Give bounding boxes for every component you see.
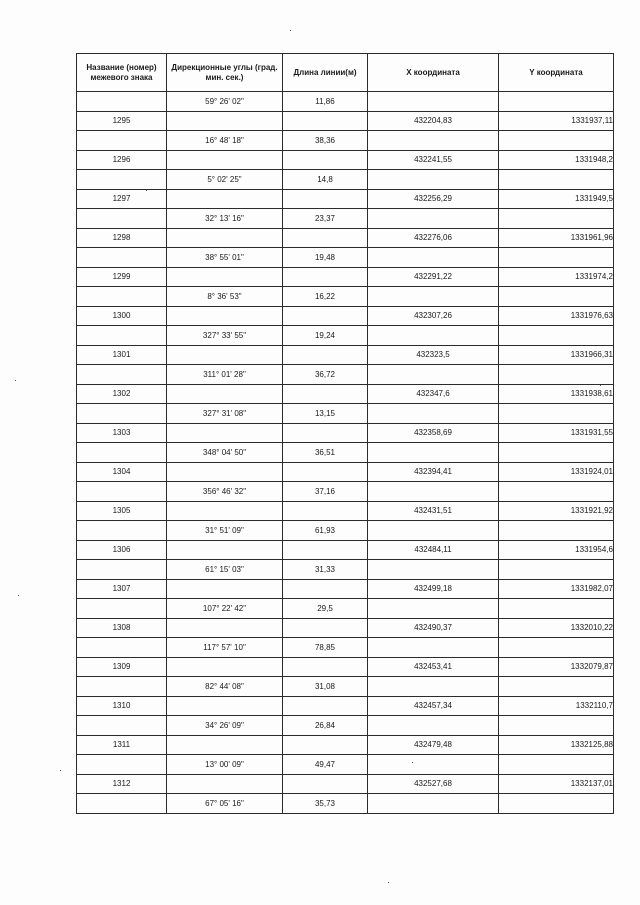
cell-y-coordinate [499, 521, 614, 541]
cell-point-name [77, 404, 167, 424]
cell-y-coordinate [499, 287, 614, 307]
scan-speck [18, 595, 19, 596]
cell-bearing: 327° 33' 55" [167, 326, 283, 346]
cell-bearing [167, 111, 283, 131]
cell-point-name: 1305 [77, 501, 167, 521]
cell-point-name: 1308 [77, 618, 167, 638]
table-row [77, 92, 614, 112]
cell-x-coordinate [368, 638, 499, 658]
cell-bearing [167, 189, 283, 209]
cell-y-coordinate: 1331937,11 [499, 111, 614, 131]
cell-x-coordinate [368, 326, 499, 346]
cell-y-coordinate [499, 560, 614, 580]
cell-line-length [283, 306, 368, 326]
cell-y-coordinate [499, 92, 614, 112]
cell-y-coordinate [499, 131, 614, 151]
cell-bearing: 16° 48' 18" [167, 131, 283, 151]
cell-point-name: 1297 [77, 189, 167, 209]
scan-speck [60, 770, 61, 771]
cell-bearing [167, 540, 283, 560]
cell-point-name: 1296 [77, 150, 167, 170]
cell-line-length: 36,51 [283, 443, 368, 463]
cell-line-length: 26,84 [283, 716, 368, 736]
cell-x-coordinate [368, 209, 499, 229]
cell-y-coordinate [499, 170, 614, 190]
cell-bearing: 117° 57' 10" [167, 638, 283, 658]
table-row [77, 677, 614, 697]
cell-y-coordinate: 1332110,7 [499, 696, 614, 716]
cell-y-coordinate: 1331976,63 [499, 306, 614, 326]
table-row [77, 267, 614, 287]
cell-line-length [283, 462, 368, 482]
cell-point-name: 1307 [77, 579, 167, 599]
cell-x-coordinate: 432276,06 [368, 228, 499, 248]
cell-bearing [167, 384, 283, 404]
table-row [77, 599, 614, 619]
cell-x-coordinate [368, 482, 499, 502]
cell-bearing: 82° 44' 08" [167, 677, 283, 697]
table-row [77, 248, 614, 268]
cell-point-name: 1310 [77, 696, 167, 716]
cell-y-coordinate: 1331931,55 [499, 423, 614, 443]
cell-bearing: 356° 46' 32" [167, 482, 283, 502]
cell-point-name [77, 521, 167, 541]
cell-y-coordinate: 1331938,61 [499, 384, 614, 404]
boundary-coordinates-table [76, 53, 614, 814]
header-point-name: Название (номер) межевого знака [77, 54, 167, 92]
scan-speck [15, 380, 16, 381]
cell-x-coordinate [368, 443, 499, 463]
cell-x-coordinate [368, 677, 499, 697]
scan-speck [600, 385, 601, 386]
cell-point-name: 1306 [77, 540, 167, 560]
cell-bearing: 67° 05' 16" [167, 794, 283, 814]
cell-y-coordinate: 1332125,88 [499, 735, 614, 755]
table-row [77, 384, 614, 404]
cell-y-coordinate [499, 482, 614, 502]
cell-y-coordinate: 1331982,07 [499, 579, 614, 599]
cell-bearing: 348° 04' 50" [167, 443, 283, 463]
cell-point-name: 1304 [77, 462, 167, 482]
table-row [77, 774, 614, 794]
cell-line-length: 61,93 [283, 521, 368, 541]
cell-line-length [283, 228, 368, 248]
table-row [77, 755, 614, 775]
cell-point-name: 1309 [77, 657, 167, 677]
cell-line-length [283, 111, 368, 131]
cell-line-length [283, 189, 368, 209]
cell-line-length: 29,5 [283, 599, 368, 619]
table-row [77, 150, 614, 170]
cell-bearing [167, 657, 283, 677]
cell-line-length: 23,37 [283, 209, 368, 229]
cell-point-name [77, 482, 167, 502]
cell-x-coordinate: 432431,51 [368, 501, 499, 521]
table-row [77, 423, 614, 443]
cell-point-name [77, 209, 167, 229]
cell-y-coordinate: 1331954,6 [499, 540, 614, 560]
cell-line-length [283, 423, 368, 443]
cell-line-length: 31,33 [283, 560, 368, 580]
cell-point-name: 1298 [77, 228, 167, 248]
scan-speck [290, 30, 291, 31]
table-row [77, 501, 614, 521]
cell-bearing: 5° 02' 25" [167, 170, 283, 190]
table-row [77, 443, 614, 463]
cell-line-length: 16,22 [283, 287, 368, 307]
cell-y-coordinate [499, 209, 614, 229]
cell-point-name [77, 92, 167, 112]
cell-x-coordinate: 432241,55 [368, 150, 499, 170]
cell-line-length [283, 657, 368, 677]
cell-line-length: 36,72 [283, 365, 368, 385]
cell-y-coordinate: 1332079,87 [499, 657, 614, 677]
cell-bearing: 107° 22' 42" [167, 599, 283, 619]
cell-bearing: 32° 13' 16" [167, 209, 283, 229]
cell-point-name: 1302 [77, 384, 167, 404]
cell-y-coordinate: 1331948,2 [499, 150, 614, 170]
cell-line-length: 13,15 [283, 404, 368, 424]
cell-line-length [283, 735, 368, 755]
scan-speck [412, 762, 413, 763]
cell-x-coordinate [368, 248, 499, 268]
table-row [77, 716, 614, 736]
cell-y-coordinate: 1331961,96 [499, 228, 614, 248]
cell-point-name [77, 131, 167, 151]
cell-point-name: 1295 [77, 111, 167, 131]
table-row [77, 287, 614, 307]
cell-y-coordinate [499, 716, 614, 736]
cell-line-length [283, 696, 368, 716]
cell-x-coordinate: 432490,37 [368, 618, 499, 638]
cell-y-coordinate [499, 755, 614, 775]
cell-y-coordinate [499, 638, 614, 658]
cell-line-length [283, 774, 368, 794]
cell-x-coordinate [368, 404, 499, 424]
cell-x-coordinate [368, 794, 499, 814]
cell-y-coordinate [499, 326, 614, 346]
cell-line-length [283, 150, 368, 170]
cell-bearing: 311° 01' 28" [167, 365, 283, 385]
cell-point-name [77, 287, 167, 307]
scan-speck [388, 882, 389, 883]
table-row [77, 579, 614, 599]
cell-x-coordinate: 432358,69 [368, 423, 499, 443]
cell-x-coordinate [368, 365, 499, 385]
cell-line-length: 49,47 [283, 755, 368, 775]
cell-x-coordinate: 432307,26 [368, 306, 499, 326]
cell-point-name [77, 794, 167, 814]
header-bearing: Дирекционные углы (град. мин. сек.) [167, 54, 283, 92]
cell-point-name: 1300 [77, 306, 167, 326]
cell-bearing: 13° 00' 09" [167, 755, 283, 775]
cell-x-coordinate: 432256,29 [368, 189, 499, 209]
cell-bearing [167, 501, 283, 521]
header-line-length: Длина линии(м) [283, 54, 368, 92]
cell-point-name [77, 560, 167, 580]
cell-y-coordinate: 1332010,22 [499, 618, 614, 638]
cell-point-name: 1311 [77, 735, 167, 755]
cell-x-coordinate: 432527,68 [368, 774, 499, 794]
cell-x-coordinate [368, 92, 499, 112]
cell-line-length: 78,85 [283, 638, 368, 658]
cell-bearing: 327° 31' 08" [167, 404, 283, 424]
cell-x-coordinate: 432484,11 [368, 540, 499, 560]
table-row [77, 326, 614, 346]
table-row [77, 228, 614, 248]
cell-line-length [283, 384, 368, 404]
table-row [77, 560, 614, 580]
table-row [77, 131, 614, 151]
cell-x-coordinate [368, 716, 499, 736]
cell-x-coordinate: 432204,83 [368, 111, 499, 131]
cell-x-coordinate [368, 287, 499, 307]
cell-y-coordinate [499, 365, 614, 385]
cell-point-name: 1312 [77, 774, 167, 794]
cell-point-name [77, 638, 167, 658]
table-row [77, 482, 614, 502]
cell-line-length: 37,16 [283, 482, 368, 502]
cell-y-coordinate [499, 248, 614, 268]
cell-y-coordinate: 1331949,5 [499, 189, 614, 209]
table-row [77, 794, 614, 814]
cell-bearing [167, 345, 283, 365]
cell-point-name [77, 170, 167, 190]
cell-x-coordinate: 432453,41 [368, 657, 499, 677]
cell-bearing [167, 735, 283, 755]
table-header-row [77, 54, 614, 92]
cell-bearing [167, 228, 283, 248]
scan-speck [146, 190, 147, 191]
cell-line-length [283, 579, 368, 599]
cell-x-coordinate: 432291,22 [368, 267, 499, 287]
cell-point-name [77, 443, 167, 463]
table-row [77, 306, 614, 326]
cell-bearing [167, 774, 283, 794]
cell-line-length [283, 345, 368, 365]
cell-line-length: 11,86 [283, 92, 368, 112]
cell-line-length [283, 501, 368, 521]
cell-bearing [167, 462, 283, 482]
cell-point-name [77, 755, 167, 775]
cell-bearing [167, 579, 283, 599]
table-row [77, 404, 614, 424]
cell-line-length: 19,48 [283, 248, 368, 268]
header-x-coordinate: X координата [368, 54, 499, 92]
cell-bearing [167, 150, 283, 170]
table-row [77, 638, 614, 658]
header-y-coordinate: Y координата [499, 54, 614, 92]
cell-point-name: 1301 [77, 345, 167, 365]
cell-x-coordinate: 432457,34 [368, 696, 499, 716]
cell-x-coordinate [368, 560, 499, 580]
cell-x-coordinate: 432323,5 [368, 345, 499, 365]
cell-point-name [77, 365, 167, 385]
cell-x-coordinate: 432499,18 [368, 579, 499, 599]
cell-point-name [77, 326, 167, 346]
cell-bearing: 38° 55' 01" [167, 248, 283, 268]
cell-line-length [283, 618, 368, 638]
cell-x-coordinate [368, 131, 499, 151]
cell-line-length [283, 540, 368, 560]
cell-y-coordinate: 1331974,2 [499, 267, 614, 287]
cell-point-name [77, 248, 167, 268]
cell-bearing [167, 423, 283, 443]
table-row [77, 365, 614, 385]
cell-bearing: 59° 26' 02" [167, 92, 283, 112]
cell-x-coordinate: 432347,6 [368, 384, 499, 404]
table-row [77, 657, 614, 677]
cell-bearing [167, 618, 283, 638]
cell-bearing [167, 267, 283, 287]
table-body [77, 92, 614, 814]
cell-bearing: 61° 15' 03" [167, 560, 283, 580]
cell-x-coordinate: 432479,48 [368, 735, 499, 755]
cell-point-name: 1299 [77, 267, 167, 287]
cell-line-length [283, 267, 368, 287]
cell-x-coordinate [368, 755, 499, 775]
cell-point-name [77, 716, 167, 736]
cell-bearing: 34° 26' 09" [167, 716, 283, 736]
cell-bearing [167, 696, 283, 716]
table-row [77, 111, 614, 131]
cell-line-length: 31,08 [283, 677, 368, 697]
cell-y-coordinate [499, 404, 614, 424]
cell-bearing [167, 306, 283, 326]
cell-line-length: 35,73 [283, 794, 368, 814]
cell-y-coordinate [499, 443, 614, 463]
cell-x-coordinate: 432394,41 [368, 462, 499, 482]
cell-line-length: 14,8 [283, 170, 368, 190]
cell-point-name [77, 677, 167, 697]
table-row [77, 521, 614, 541]
table-row [77, 209, 614, 229]
cell-y-coordinate [499, 677, 614, 697]
cell-y-coordinate: 1331924,01 [499, 462, 614, 482]
cell-y-coordinate: 1331966,31 [499, 345, 614, 365]
cell-point-name [77, 599, 167, 619]
cell-y-coordinate: 1331921,92 [499, 501, 614, 521]
cell-x-coordinate [368, 599, 499, 619]
table-row [77, 170, 614, 190]
table-row [77, 618, 614, 638]
table-row [77, 540, 614, 560]
cell-y-coordinate [499, 599, 614, 619]
cell-bearing: 8° 36' 53" [167, 287, 283, 307]
table-row [77, 696, 614, 716]
cell-y-coordinate: 1332137,01 [499, 774, 614, 794]
cell-point-name: 1303 [77, 423, 167, 443]
table-row [77, 735, 614, 755]
table-row [77, 345, 614, 365]
cell-line-length: 38,36 [283, 131, 368, 151]
table-row [77, 462, 614, 482]
cell-bearing: 31° 51' 09" [167, 521, 283, 541]
cell-x-coordinate [368, 170, 499, 190]
cell-x-coordinate [368, 521, 499, 541]
cell-y-coordinate [499, 794, 614, 814]
table-row [77, 189, 614, 209]
cell-line-length: 19,24 [283, 326, 368, 346]
